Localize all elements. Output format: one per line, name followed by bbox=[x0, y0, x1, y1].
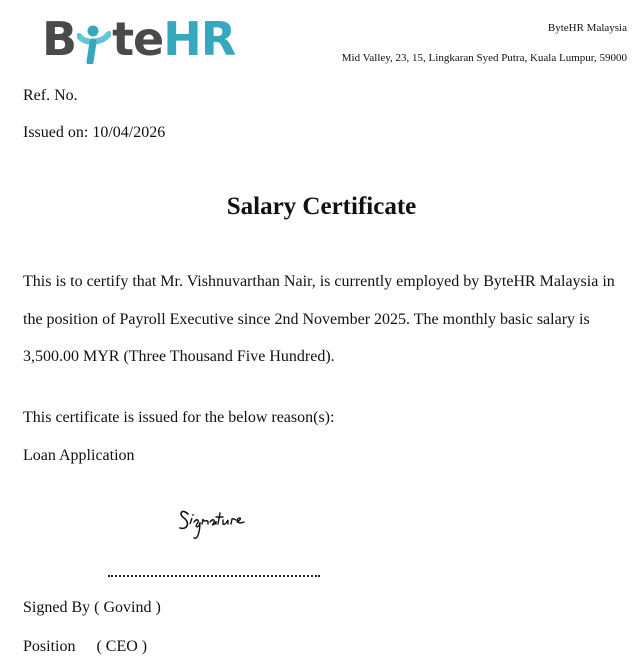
position-label: Position bbox=[23, 638, 76, 655]
logo-text-hr: HR bbox=[163, 12, 236, 66]
reason-intro: This certificate is issued for the below reason(s): bbox=[23, 409, 335, 426]
issued-label: Issued on: bbox=[23, 124, 89, 141]
position-value: ( CEO ) bbox=[96, 638, 148, 655]
logo-text-te: te bbox=[112, 12, 164, 66]
certificate-body: This is to certify that Mr. Vishnuvarthan Nair, is currently employed by ByteHR Malaysia in the position of Payroll Executive since 2nd November 2025. The monthly basic salary is 3,500.00 MYR (Three Thousand Five Hundred). bbox=[23, 273, 615, 365]
issued-date: 10/04/2026 bbox=[92, 124, 166, 141]
company-name: ByteHR Malaysia bbox=[547, 22, 627, 34]
document-title: Salary Certificate bbox=[226, 193, 417, 220]
reference-number: Ref. No. bbox=[23, 87, 78, 104]
signature-line bbox=[108, 575, 320, 577]
logo-person-icon bbox=[77, 19, 111, 59]
company-logo bbox=[42, 10, 257, 68]
logo-letter-b: B bbox=[42, 12, 77, 66]
issued-date-line bbox=[23, 124, 165, 142]
company-address: Mid Valley, 23, 15, Lingkaran Syed Putra, Kuala Lumpur, 59000 bbox=[341, 52, 627, 64]
position-line bbox=[23, 638, 147, 656]
signed-by: Signed By ( Govind ) bbox=[23, 599, 161, 616]
reason-text: Loan Application bbox=[23, 447, 135, 464]
signature-image bbox=[176, 500, 248, 544]
